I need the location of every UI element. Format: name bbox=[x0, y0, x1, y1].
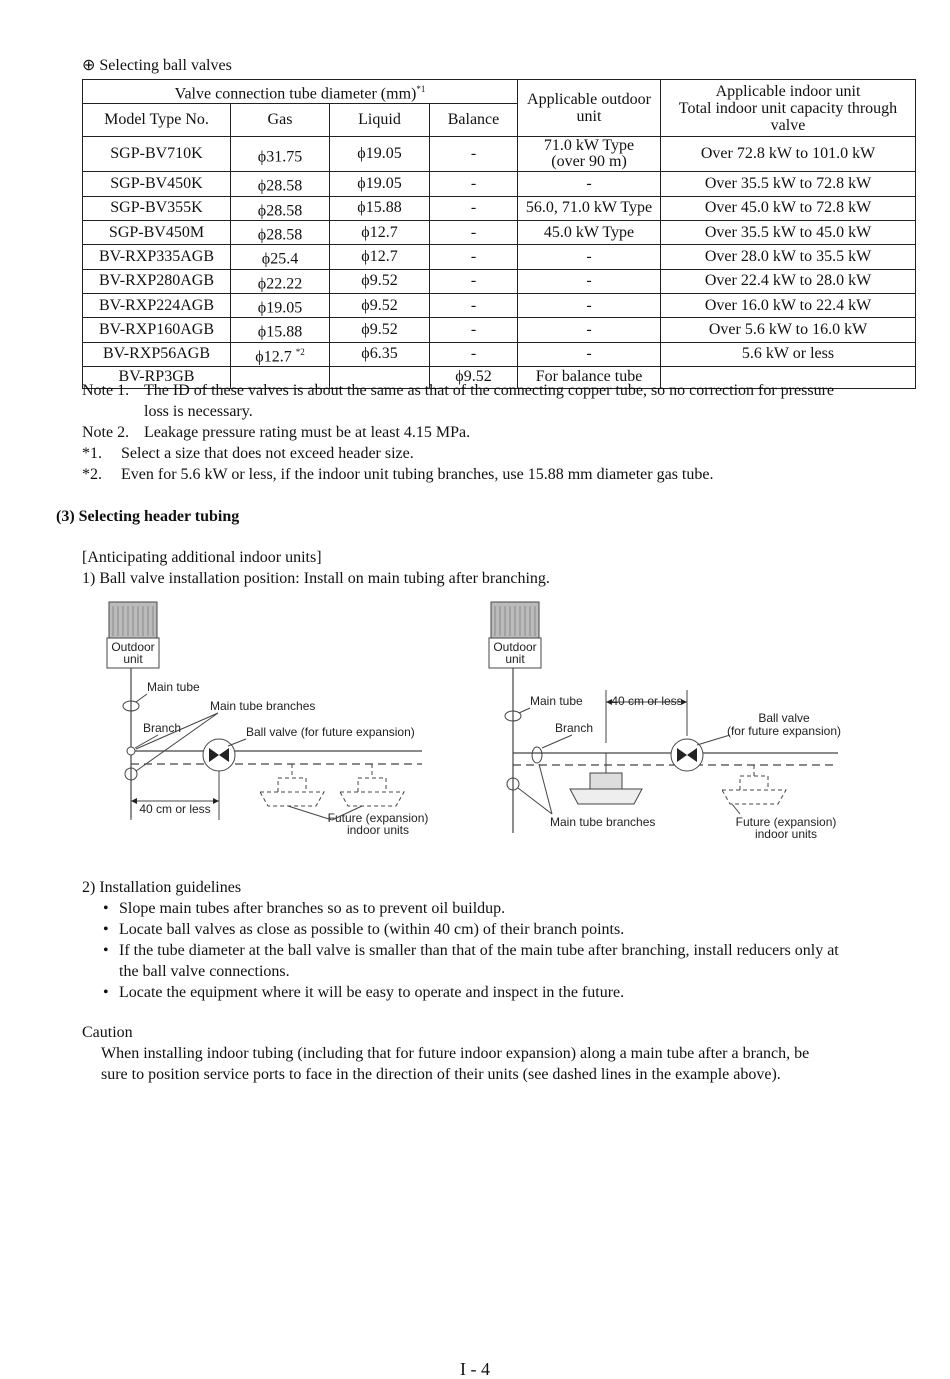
table-row bbox=[83, 245, 916, 269]
balance-cell: - bbox=[430, 293, 518, 317]
caution-title: Caution bbox=[82, 1024, 133, 1041]
note-2-text: Leakage pressure rating must be at least 4.15 MPa. bbox=[144, 424, 471, 441]
outdoor-cell: For balance tube bbox=[518, 366, 661, 388]
model-cell: BV-RXP56AGB bbox=[83, 342, 231, 366]
caution-line-2: sure to position service ports to face in the direction of their units (see dashed lines in the example above). bbox=[101, 1066, 781, 1083]
header-model: Model Type No. bbox=[83, 104, 231, 137]
page-number: I - 4 bbox=[460, 1359, 490, 1379]
header-outdoor-unit: Applicable outdoor unit bbox=[518, 80, 661, 137]
liquid-cell: ϕ12.7 bbox=[330, 245, 430, 269]
section-title-text: Selecting ball valves bbox=[99, 57, 232, 74]
balance-cell: - bbox=[430, 245, 518, 269]
indoor-cell: Over 16.0 kW to 22.4 kW bbox=[661, 293, 916, 317]
gas-cell: ϕ28.58 bbox=[231, 220, 330, 244]
model-cell: BV-RXP335AGB bbox=[83, 245, 231, 269]
model-cell: SGP-BV710K bbox=[83, 137, 231, 172]
label-main-tube: Main tube bbox=[147, 680, 200, 694]
indoor-unit-icon bbox=[570, 773, 642, 804]
label-future-2: indoor units bbox=[754, 827, 818, 841]
ball-valve-table bbox=[82, 79, 916, 389]
outdoor-cell: 71.0 kW Type (over 90 m) bbox=[518, 137, 661, 172]
bullet-icon: • bbox=[103, 942, 109, 959]
label-future-2: indoor units bbox=[346, 823, 410, 837]
bullet-icon: • bbox=[103, 984, 109, 1001]
bullet-icon: • bbox=[103, 921, 109, 938]
diagram-right bbox=[482, 598, 852, 843]
label-main-tube: Main tube bbox=[530, 694, 583, 708]
gas-cell: ϕ28.58 bbox=[231, 196, 330, 220]
label-branch: Branch bbox=[143, 721, 182, 735]
model-cell: SGP-BV450K bbox=[83, 172, 231, 196]
label-distance: 40 cm or less bbox=[139, 802, 211, 816]
gas-cell: ϕ12.7 $^{*2}$ bbox=[231, 342, 330, 366]
table-row bbox=[83, 172, 916, 196]
outdoor-cell: 56.0, 71.0 kW Type bbox=[518, 196, 661, 220]
liquid-cell: ϕ12.7 bbox=[330, 220, 430, 244]
liquid-cell: ϕ9.52 bbox=[330, 318, 430, 342]
indoor-cell: Over 5.6 kW to 16.0 kW bbox=[661, 318, 916, 342]
footnote-2-label: *2. bbox=[82, 466, 102, 483]
table-row bbox=[83, 196, 916, 220]
guideline-item: Locate ball valves as close as possible to (within 40 cm) of their branch points. bbox=[119, 921, 625, 938]
table-row bbox=[83, 137, 916, 172]
guideline-item: the ball valve connections. bbox=[119, 963, 290, 980]
label-future-1: Future (expansion) bbox=[327, 811, 429, 825]
footnote-2-text: Even for 5.6 kW or less, if the indoor unit tubing branches, use 15.88 mm diameter gas tube. bbox=[121, 466, 714, 483]
model-cell: BV-RXP160AGB bbox=[83, 318, 231, 342]
section-heading-header-tubing: (3) Selecting header tubing bbox=[56, 508, 240, 525]
model-cell: BV-RXP224AGB bbox=[83, 293, 231, 317]
label-branch: Branch bbox=[555, 721, 594, 735]
caution-line-1: When installing indoor tubing (including that for future indoor expansion) along a main tube after a branch, be bbox=[101, 1045, 810, 1062]
label-main-tube-branches: Main tube branches bbox=[550, 815, 656, 829]
note-2-label: Note 2. bbox=[82, 424, 130, 441]
balance-cell: - bbox=[430, 172, 518, 196]
gas-footnote-mark: *2 bbox=[295, 346, 305, 357]
balance-cell: - bbox=[430, 137, 518, 172]
outdoor-cell: - bbox=[518, 172, 661, 196]
gas-cell: ϕ15.88 bbox=[231, 318, 330, 342]
liquid-cell: ϕ9.52 bbox=[330, 293, 430, 317]
indoor-cell: Over 35.5 kW to 72.8 kW bbox=[661, 172, 916, 196]
outdoor-label-1: Outdoor bbox=[493, 640, 537, 654]
label-distance: 40 cm or less bbox=[611, 694, 683, 708]
label-ball-valve-2: (for future expansion) bbox=[726, 724, 842, 738]
table-row bbox=[83, 342, 916, 366]
outdoor-cell: - bbox=[518, 342, 661, 366]
label-ball-valve: Ball valve (for future expansion) bbox=[246, 725, 415, 739]
guideline-item: Slope main tubes after branches so as to prevent oil buildup. bbox=[119, 900, 506, 917]
model-cell: SGP-BV355K bbox=[83, 196, 231, 220]
table-row bbox=[83, 269, 916, 293]
guideline-item: Locate the equipment where it will be easy to operate and inspect in the future. bbox=[119, 984, 625, 1001]
header-balance: Balance bbox=[430, 104, 518, 137]
liquid-cell: ϕ6.35 bbox=[330, 342, 430, 366]
table-header-row-1 bbox=[83, 80, 916, 104]
table-row bbox=[83, 220, 916, 244]
table-row bbox=[83, 293, 916, 317]
diagram-left bbox=[100, 598, 440, 843]
outdoor-label-2: unit bbox=[505, 652, 525, 666]
outdoor-cell: - bbox=[518, 245, 661, 269]
liquid-cell: ϕ9.52 bbox=[330, 269, 430, 293]
future-indoor-unit-icon bbox=[260, 764, 404, 806]
gas-cell: ϕ22.22 bbox=[231, 269, 330, 293]
guideline-item: If the tube diameter at the ball valve is smaller than that of the main tube after branching, install reducers only at bbox=[119, 942, 839, 959]
bullet-icon: • bbox=[103, 900, 109, 917]
model-cell: BV-RP3GB bbox=[83, 366, 231, 388]
indoor-cell: Over 45.0 kW to 72.8 kW bbox=[661, 196, 916, 220]
indoor-cell: Over 35.5 kW to 45.0 kW bbox=[661, 220, 916, 244]
label-ball-valve-1: Ball valve bbox=[758, 711, 810, 725]
gas-cell: ϕ25.4 bbox=[231, 245, 330, 269]
balance-cell: - bbox=[430, 196, 518, 220]
balance-cell: - bbox=[430, 342, 518, 366]
outdoor-cell: - bbox=[518, 318, 661, 342]
model-cell: BV-RXP280AGB bbox=[83, 269, 231, 293]
footnote-1-text: Select a size that does not exceed header size. bbox=[121, 445, 414, 462]
label-future-1: Future (expansion) bbox=[735, 815, 837, 829]
indoor-cell: Over 22.4 kW to 28.0 kW bbox=[661, 269, 916, 293]
outdoor-cell: 45.0 kW Type bbox=[518, 220, 661, 244]
label-main-tube-branches: Main tube branches bbox=[210, 699, 316, 713]
indoor-cell: Over 72.8 kW to 101.0 kW bbox=[661, 137, 916, 172]
liquid-cell: ϕ15.88 bbox=[330, 196, 430, 220]
table-body bbox=[83, 137, 916, 389]
ball-valve-icon bbox=[671, 739, 703, 771]
step-1-text: 1) Ball valve installation position: Install on main tubing after branching. bbox=[82, 570, 550, 587]
future-indoor-unit-icon bbox=[722, 765, 786, 804]
balance-cell: - bbox=[430, 220, 518, 244]
anticipating-label: [Anticipating additional indoor units] bbox=[82, 549, 322, 566]
header-valve-diameter: Valve connection tube diameter (mm)$^{*1}$ bbox=[83, 80, 518, 104]
note-1-text: The ID of these valves is about the same as that of the connecting copper tube, so no correction for pressure bbox=[144, 382, 834, 399]
indoor-cell: Over 28.0 kW to 35.5 kW bbox=[661, 245, 916, 269]
outdoor-label-2: unit bbox=[123, 652, 143, 666]
outdoor-label-1: Outdoor bbox=[111, 640, 155, 654]
footnote-1-label: *1. bbox=[82, 445, 102, 462]
balance-cell: - bbox=[430, 269, 518, 293]
gas-cell: ϕ28.58 bbox=[231, 172, 330, 196]
header-indoor-unit: Applicable indoor unit Total indoor unit capacity through valve bbox=[661, 80, 916, 137]
header-gas: Gas bbox=[231, 104, 330, 137]
gas-cell: ϕ31.75 bbox=[231, 137, 330, 172]
gas-cell: ϕ19.05 bbox=[231, 293, 330, 317]
section-title-ball-valves bbox=[82, 56, 232, 76]
ball-valve-icon bbox=[203, 739, 235, 771]
balance-cell: ϕ9.52 bbox=[430, 366, 518, 388]
table-row bbox=[83, 318, 916, 342]
header-liquid: Liquid bbox=[330, 104, 430, 137]
note-1: Note 1. bbox=[82, 382, 130, 399]
indoor-cell: 5.6 kW or less bbox=[661, 342, 916, 366]
note-1-text-cont: loss is necessary. bbox=[144, 403, 253, 420]
outdoor-cell: - bbox=[518, 293, 661, 317]
balance-cell: - bbox=[430, 318, 518, 342]
liquid-cell: ϕ19.05 bbox=[330, 137, 430, 172]
outdoor-cell: - bbox=[518, 269, 661, 293]
guidelines-title: 2) Installation guidelines bbox=[82, 879, 242, 896]
model-cell: SGP-BV450M bbox=[83, 220, 231, 244]
liquid-cell: ϕ19.05 bbox=[330, 172, 430, 196]
circle-plus-icon: ⊕ bbox=[82, 57, 96, 74]
